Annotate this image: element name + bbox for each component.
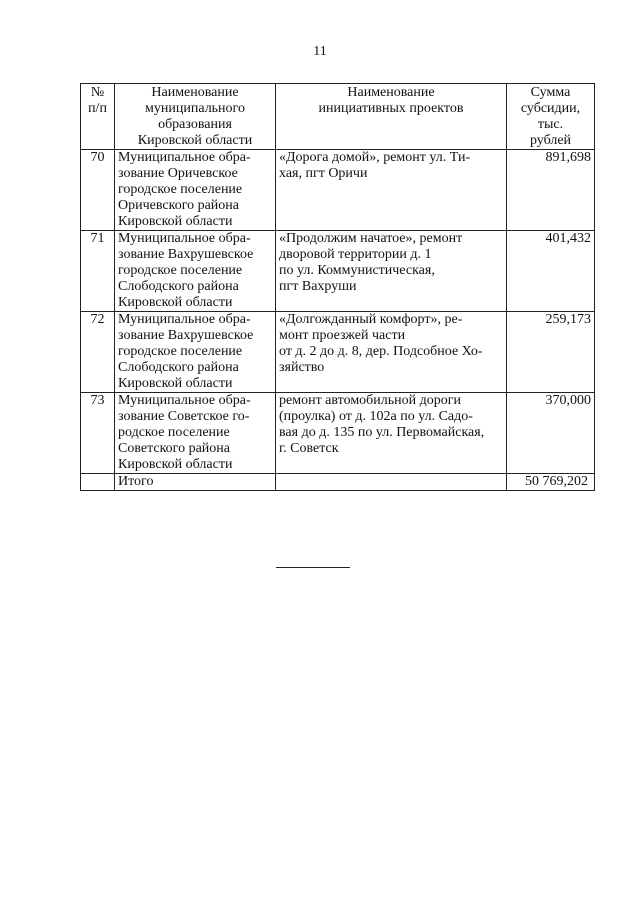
header-municipality: Наименование муниципального образования Кировской области [115,84,276,150]
row-num: 73 [81,393,115,474]
row-sum: 370,000 [507,393,595,474]
row-project: «Долгожданный комфорт», ре- монт проезжей части от д. 2 до д. 8, дер. Подсобное Хо- зяйство [276,312,507,393]
table-row [81,312,595,393]
row-municipality: Муниципальное обра- зование Советское го- родское поселение Советского района Кировской области [115,393,276,474]
table-row [81,393,595,474]
header-num: № п/п [81,84,115,150]
row-num: 71 [81,231,115,312]
row-municipality: Муниципальное обра- зование Оричевское городское поселение Оричевского района Кировской области [115,150,276,231]
row-num: 70 [81,150,115,231]
total-project-cell [276,474,507,491]
row-sum: 401,432 [507,231,595,312]
row-num: 72 [81,312,115,393]
page-number: 11 [313,44,327,59]
total-row [81,474,595,491]
row-project: «Продолжим начатое», ремонт дворовой территории д. 1 по ул. Коммунистическая, пгт Вахруши [276,231,507,312]
total-sum: 50 769,202 [507,474,595,491]
row-municipality: Муниципальное обра- зование Вахрушевское городское поселение Слободского района Кировской области [115,312,276,393]
row-sum: 259,173 [507,312,595,393]
table-row [81,231,595,312]
header-sum: Сумма субсидии, тыс. рублей [507,84,595,150]
table-header-row [81,84,595,150]
subsidy-table [80,83,595,491]
closing-rule [276,567,350,568]
total-num-cell [81,474,115,491]
row-municipality: Муниципальное обра- зование Вахрушевское городское поселение Слободского района Кировской области [115,231,276,312]
table-row [81,150,595,231]
total-label: Итого [115,474,276,491]
header-project: Наименование инициативных проектов [276,84,507,150]
row-project: ремонт автомобильной дороги (проулка) от д. 102а по ул. Садо- вая до д. 135 по ул. Первомайская, г. Советск [276,393,507,474]
row-sum: 891,698 [507,150,595,231]
row-project: «Дорога домой», ремонт ул. Ти- хая, пгт Оричи [276,150,507,231]
